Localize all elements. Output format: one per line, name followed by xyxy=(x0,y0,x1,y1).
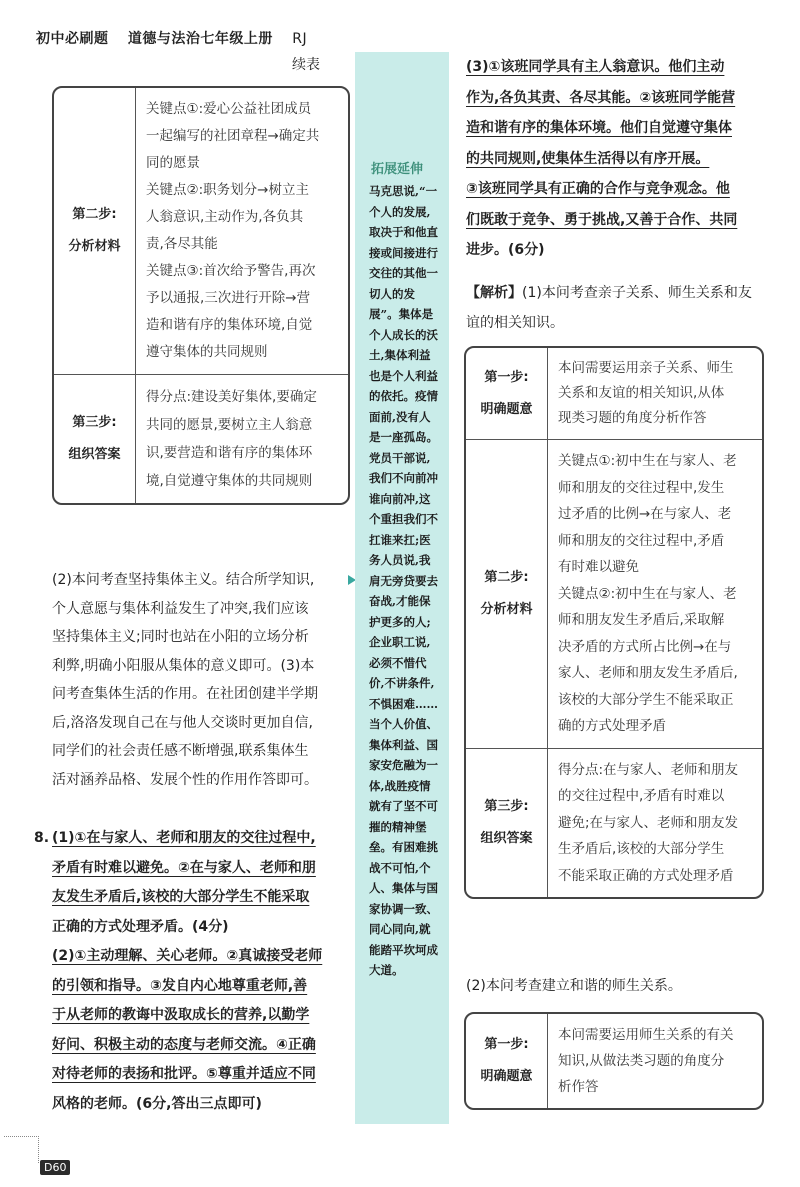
table-row xyxy=(54,88,348,374)
row-content: 得分点:在与家人、老师和朋友 的交往过程中,矛盾有时难以 避免;在与家人、老师和朋友发 生矛盾后,该校的大部分学生 不能采取正确的方式处理矛盾 xyxy=(558,761,739,884)
table-row xyxy=(466,348,762,439)
answer-2-3-analysis: (2)本问考查坚持集体主义。结合所学知识, 个人意愿与集体利益发生了冲突,我们应该 坚持集体主义;同时也站在小阳的立场分析 利弊,明确小阳服从集体的意义即可。(3)本 问考查集体生活的作用。在社团创建半学期 后,洛洛发现自己在与他人交谈时更加自信, 同学们的社会责任感不断增强,联系集体生 活对涵养品格、发展个性的作用作答即可。 xyxy=(52,572,318,788)
row-content: 得分点:建设美好集体,要确定 共同的愿景,要树立主人翁意 识,要营造和谐有序的集体环 境,自觉遵守集体的共同规则 xyxy=(146,389,317,489)
page-number: D60 xyxy=(40,1160,70,1175)
row-label: 第一步: 明确题意 xyxy=(466,348,548,439)
row-content: 关键点①:爱心公益社团成员 一起编写的社团章程→确定共 同的愿景 关键点②:职务划分→树立主 人翁意识,主动作为,各负其 责,各尽其能 关键点③:首次给予警告,再次 予以通报,三次进行开除→营 造和谐有序的集体环境,自觉 遵守集体的共同规则 xyxy=(146,101,320,360)
corner-decoration xyxy=(4,1136,39,1163)
page-header xyxy=(36,28,321,48)
row-content: 本问需要运用师生关系的有关 知识,从做法类习题的角度分 析作答 xyxy=(558,1027,734,1095)
question-8-number: 8. xyxy=(34,830,50,846)
sidebar-title: 拓展延伸 xyxy=(371,162,424,177)
extension-sidebar xyxy=(355,52,449,1124)
continued-label: 续表 xyxy=(292,57,320,73)
question-8-answer: (1)①在与家人、老师和朋友的交往过程中, 矛盾有时难以避免。②在与家人、老师和朋 友发生矛盾后,该校的大部分学生不能采取 正确的方式处理矛盾。(4分) (2)①主动理解、关心老师。②真诚接受老师 的引领和指导。③发自内心地尊重老师,善 于从老师的教诲中汲取成长的营养,以勤学 好问、积极主动的态度与老师交流。④正确 对待老师的表扬和批评。⑤尊重并适应不同 风格的老师。(6分,答出三点即可) xyxy=(52,830,323,1112)
row-content: 关键点①:初中生在与家人、老 师和朋友的交往过程中,发生 过矛盾的比例→在与家人、老 师和朋友的交往过程中,矛盾 有时难以避免 关键点②:初中生在与家人、老 师和朋友发生矛盾后,采取解 决矛盾的方式所占比例→在与 家人、老师和朋友发生矛盾后, 该校的大部分学生不能采取正 确的方式处理矛盾 xyxy=(558,453,738,734)
table-row xyxy=(466,439,762,748)
answer-3: (3)①该班同学具有主人翁意识。他们主动 作为,各负其责、各尽其能。②该班同学能营 造和谐有序的集体环境。他们自觉遵守集体 的共同规则,使集体生活得以有序开展。 ③该班同学具有正确的合作与竞争观念。他 们既敢于竞争、勇于挑战,又善于合作、共同 进步。(6分) xyxy=(466,59,738,258)
left-analysis-table xyxy=(52,86,350,505)
right-analysis-table-1 xyxy=(464,346,764,899)
analysis-tag: 【解析】 xyxy=(466,285,522,301)
table-row xyxy=(466,1014,762,1108)
edition-label: RJ xyxy=(292,31,308,47)
row-label: 第二步: 分析材料 xyxy=(466,440,548,748)
row-label: 第一步: 明确题意 xyxy=(466,1014,548,1108)
row-content: 本问需要运用亲子关系、师生 关系和友谊的相关知识,从体 现类习题的角度分析作答 xyxy=(558,360,734,426)
table-row xyxy=(54,374,348,503)
row-label: 第二步: 分析材料 xyxy=(54,88,136,374)
analysis-part-2: (2)本问考查建立和谐的师生关系。 xyxy=(466,978,682,994)
row-label: 第三步: 组织答案 xyxy=(466,749,548,898)
row-label: 第三步: 组织答案 xyxy=(54,375,136,503)
subject-title: 道德与法治七年级上册 xyxy=(127,31,273,47)
analysis-intro: 【解析】(1)本问考查亲子关系、师生关系和友 谊的相关知识。 xyxy=(466,285,752,331)
table-row xyxy=(466,748,762,898)
series-title: 初中必刷题 xyxy=(36,31,109,47)
sidebar-text: 马克思说,“一个人的发展,取决于和他直接或间接进行交往的其他一切人的发展”。集体是个人成长的沃土,集体利益也是个人利益的依托。疫情面前,没有人是一座孤岛。党员干部说,我们不向前冲谁向前冲,这个重担我们不扛谁来扛;医务人员说,我肩无旁贷要去奋战,才能保护更多的人;企业职工说,必须不惜代价,不讲条件,不惧困难……当个人价值、集体利益、国家安危融为一体,战胜疫情就有了坚不可摧的精神堡垒。有困难挑战不可怕,个人、集体与国家协调一致、同心同向,就能踏平坎坷成大道。 xyxy=(369,184,438,977)
right-analysis-table-2 xyxy=(464,1012,764,1110)
